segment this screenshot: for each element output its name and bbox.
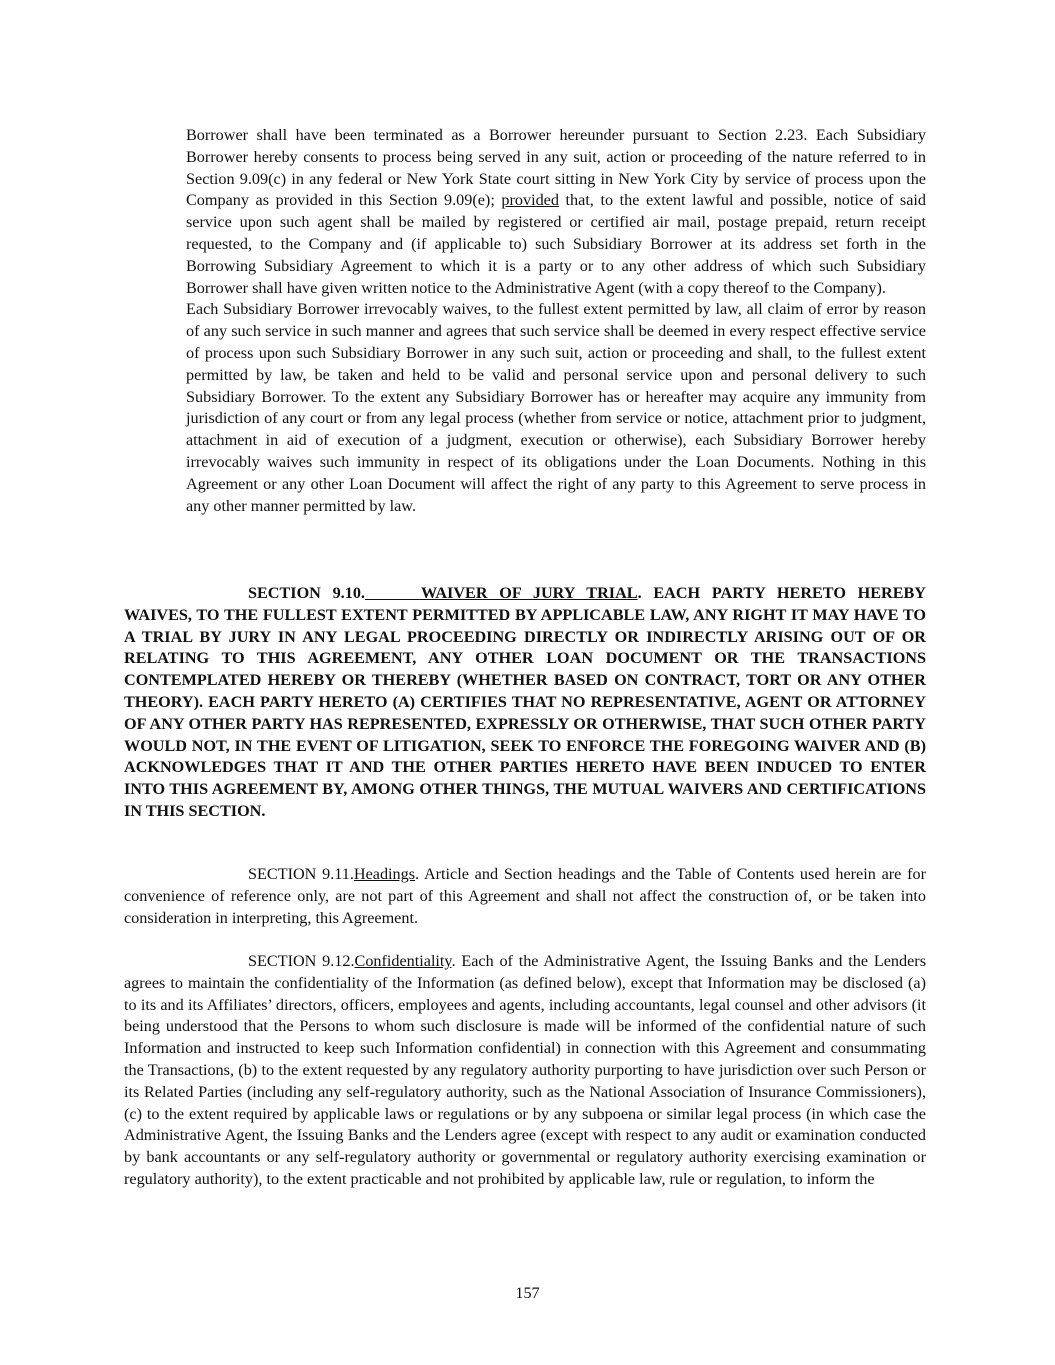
section-9-12-number: SECTION 9.12. [248, 952, 355, 970]
continuation-text-part2: that, to the extent lawful and possible, notice of said service upon such agent shall be mailed by registered or certified air mail, postage prepaid, return receipt requested, to the Company and (if applicable to) such Subsidiary Borrower at its address set forth in the Borrowing Subsidiary Agreement to which it is a party or to any other address of which such Subsidiary Borrower shall have given written notice to the Administrative Agent (with a copy thereof to the Company). [186, 191, 926, 297]
section-9-11-heading: Headings [353, 865, 416, 883]
continuation-paragraph [186, 125, 926, 517]
section-9-10-heading: WAIVER OF JURY TRIAL [420, 584, 638, 602]
section-9-12-paragraph [124, 951, 926, 1191]
section-9-10-body: . EACH PARTY HERETO HEREBY WAIVES, TO THE FULLEST EXTENT PERMITTED BY APPLICABLE LAW, ANY RIGHT IT MAY HAVE TO A TRIAL BY JURY IN ANY LEGAL PROCEEDING DIRECTLY OR INDIRECTLY ARISING OUT OF OR RELATING TO THIS AGREEMENT, ANY OTHER LOAN DOCUMENT OR THE TRANSACTIONS CONTEMPLATED HEREBY OR THEREBY (WHETHER BASED ON CONTRACT, TORT OR ANY OTHER THEORY). EACH PARTY HERETO (A) CERTIFIES THAT NO REPRESENTATIVE, AGENT OR ATTORNEY OF ANY OTHER PARTY HAS REPRESENTED, EXPRESSLY OR OTHERWISE, THAT SUCH OTHER PARTY WOULD NOT, IN THE EVENT OF LITIGATION, SEEK TO ENFORCE THE FOREGOING WAIVER AND (B) ACKNOWLEDGES THAT IT AND THE OTHER PARTIES HERETO HAVE BEEN INDUCED TO ENTER INTO THIS AGREEMENT BY, AMONG OTHER THINGS, THE MUTUAL WAIVERS AND CERTIFICATIONS IN THIS SECTION. [124, 584, 926, 820]
continuation-text-part1: Borrower shall have been terminated as a Borrower hereunder pursuant to Section 2.23. Each Subsidiary Borrower hereby consents to process being served in any suit, action or proceeding of the nature referred to in Section 9.09(c) in any federal or New York State court sitting in New York City by service of process upon the Company as provided in this Section 9.09(e); [186, 126, 926, 210]
section-9-10-paragraph [124, 583, 926, 823]
page-number: 157 [515, 1284, 540, 1302]
section-9-10-number: SECTION 9.10. [248, 584, 365, 602]
section-9-12-body: . Each of the Administrative Agent, the Issuing Banks and the Lenders agrees to maintain the confidentiality of the Information (as defined below), except that Information may be disclosed (a) to its and its Affiliates’ directors, officers, employees and agents, including accountants, legal counsel and other advisors (it being understood that the Persons to whom such disclosure is made will be informed of the confidential nature of such Information and instructed to keep such Information confidential) in connection with this Agreement and consummating the Transactions, (b) to the extent requested by any regulatory authority purporting to have jurisdiction over such Person or its Related Parties (including any self-regulatory authority, such as the National Association of Insurance Commissioners), (c) to the extent required by applicable laws or regulations or by any subpoena or similar legal process (in which case the Administrative Agent, the Issuing Banks and the Lenders agree (except with respect to any audit or examination conducted by bank accountants or any self-regulatory authority or governmental or regulatory authority exercising examination or regulatory authority), to the extent practicable and not prohibited by applicable law, rule or regulation, to inform the [124, 952, 926, 1188]
section-9-11-paragraph [124, 864, 926, 929]
section-9-12-heading: Confidentiality [354, 952, 452, 970]
section-9-11-body: . Article and Section headings and the Table of Contents used herein are for convenience of reference only, are not part of this Agreement and shall not affect the construction of, or be taken into consideration in interpreting, this Agreement. [124, 865, 927, 927]
continuation-text-part3: Each Subsidiary Borrower irrevocably waives, to the fullest extent permitted by law, all claim of error by reason of any such service in such manner and agrees that such service shall be deemed in every respect effective service of process upon such Subsidiary Borrower in any such suit, action or proceeding and shall, to the fullest extent permitted by law, be taken and held to be valid and personal service upon and personal delivery to such Subsidiary Borrower. To the extent any Subsidiary Borrower has or hereafter may acquire any immunity from jurisdiction of any court or from any legal process (whether from service or notice, attachment prior to judgment, attachment in aid of execution of a judgment, execution or otherwise), each Subsidiary Borrower hereby irrevocably waives such immunity in respect of its obligations under the Loan Documents. Nothing in this Agreement or any other Loan Document will affect the right of any party to this Agreement to serve process in any other manner permitted by law. [186, 300, 926, 515]
provided-term: provided [501, 191, 559, 210]
section-9-11-number: SECTION 9.11. [248, 865, 354, 883]
